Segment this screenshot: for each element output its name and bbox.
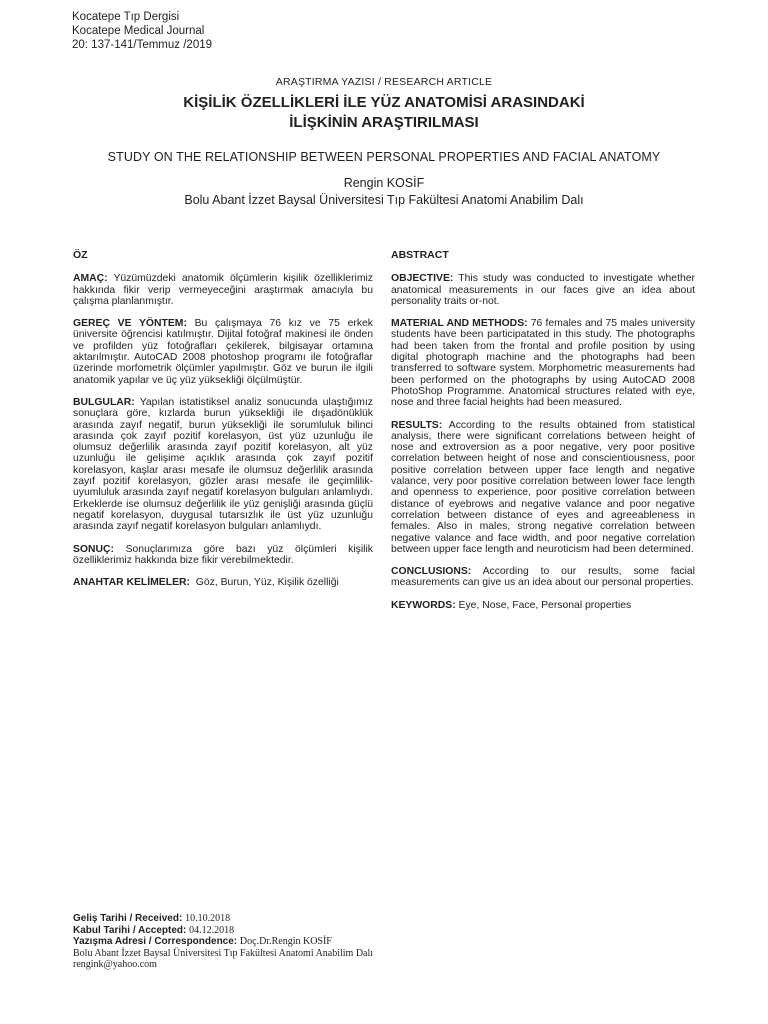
oz-heading: ÖZ [73,249,88,261]
oz-sonuc [73,544,373,567]
abstract-objective [391,273,695,307]
keywords-text: Eye, Nose, Face, Personal properties [458,599,632,611]
received-row [73,913,373,925]
accepted-label: Kabul Tarihi / Accepted: [73,924,187,936]
accepted-value: 04.12.2018 [189,924,235,936]
received-value: 10.10.2018 [185,913,231,924]
title-tr-line2: İLİŞKİNİN ARAŞTIRILMASI [289,114,479,131]
abstract-methods [391,318,695,408]
anahtar-label: ANAHTAR KELİMELER: [73,577,190,589]
amac-text: Yüzümüzdeki anatomik ölçümlerin kişilik özelliklerimiz hakkında fikir verip vermeyeceğini araştırmak amacıyla bu çalışma planlanmıştır. [73,273,373,307]
journal-issue: 20: 137-141/Temmuz /2019 [72,39,213,51]
bulgular-text: Yapılan istatistiksel analiz sonucunda ulaştığımız sonuçlara göre, kızlarda burun yüksekliği ile dışadönüklük arasında zayıf negatif, burun yüksekliği ile sorumluluk bilinci arasında çok zayıf pozitif korelasyon, üst yüz uzunluğu ile olumsuz değerlilik arasında zayıf pozitif korelasyon, alt yüz uzunluğu ile gelişime açıklık arasında çok zayıf pozitif korelasyon, kaşlar arası mesafe ile olumsuz değerlilik arasında zayıf pozitif korelasyon, gözler arası mesafe ile geçimlilik-uyumluluk arasında zayıf negatif korelasyon bulguları anlamlıydı. Erkeklerde ise olumsuz değerlilik ile yüz genişliği arasında güçlü negatif korelasyon, duygusal tutarsızlık ile üst yüz uzunluğu arasında zayıf negatif korelasyon bulguları anlamlıydı. [73,396,374,533]
results-text: According to the results obtained from statistical analysis, there were significant correlations between height of nose and extroversion as a poor negative, very poor positive correlation between height of nose and conscientiousness, poor positive correlation between upper face length and negative valance, very poor positive correlation between lower face length and openness to experience, poor positive correlation between distance of eyebrows and negative valance and poor negative correlation between distance of eyes and agreeableness in females. Also in males, strong negative correlation between negative valance and face width, and poor negative correlation between upper face length and neuroticism had been determined. [391,419,695,555]
oz-amac [73,273,373,307]
footer [73,913,373,971]
abstract-column [391,250,695,622]
footer-email[interactable]: rengink@yahoo.com [73,959,157,970]
journal-info [72,10,212,52]
oz-keywords [73,577,373,588]
gerec-text: Bu çalışmaya 76 kız ve 75 erkek üniversite öğrencisi katılmıştır. Dijital fotoğraf makinesi ile önden ve profilden yüz fotoğrafları çekilerek, bilgisayar ortamına aktarılmıştır. AutoCAD 2008 photoshop programı ile fotoğraflar üzerinde morfometrik ölçümler yapılmıştır. Göz ve burun ile ilgili anatomik yapılar ve üç yüz yüksekliği ölçülmüştür. [73,318,373,386]
title-tr-line1: KİŞİLİK ÖZELLİKLERİ İLE YÜZ ANATOMİSİ ARASINDAKİ [183,94,585,111]
received-label: Geliş Tarihi / Received: [73,913,183,924]
oz-column [73,250,373,599]
journal-name-tr: Kocatepe Tıp Dergisi [72,11,180,23]
abstract-heading: ABSTRACT [391,249,449,261]
author: Rengin KOSİF [343,176,425,190]
conclusions-text: According to our results, some facial measurements can give us an idea about our personal properties. [391,566,695,589]
objective-label: OBJECTIVE: [391,273,454,285]
anahtar-text: Göz, Burun, Yüz, Kişilik özelliği [195,577,339,589]
conclusions-label: CONCLUSIONS: [391,566,472,578]
correspondence-label: Yazışma Adresi / Correspondence: [73,936,238,947]
journal-name-en: Kocatepe Medical Journal [72,25,205,37]
gerec-label: GEREÇ VE YÖNTEM: [73,318,187,330]
sonuc-label: SONUÇ: [73,543,114,555]
abstract-conclusions [391,566,695,589]
results-label: RESULTS: [391,419,443,431]
abstract-results [391,420,695,556]
title-en: STUDY ON THE RELATIONSHIP BETWEEN PERSONAL PROPERTIES AND FACIAL ANATOMY [107,150,661,164]
title-tr [72,93,696,133]
amac-label: AMAÇ: [73,273,108,285]
methods-label: MATERIAL AND METHODS: [391,318,528,330]
bulgular-label: BULGULAR: [73,396,135,408]
correspondence-row [73,936,373,948]
methods-text: 76 females and 75 males university students have been participatated in this study. The photographs had been taken from the frontal and profile position by using digital photograph machine and the photographs had been transferred to software system. Morphometric measurements had been performed on the photographs by using AutoCAD 2008 PhotoShop Programme. Anatomical structures related with eye, nose and three facial heights had been measured. [391,318,696,409]
sonuc-text: Sonuçlarımıza göre bazı yüz ölçümleri kişilik özelliklerimiz hakkında bize fikir verebilmektedir. [73,543,373,566]
affiliation: Bolu Abant İzzet Baysal Üniversitesi Tıp Fakültesi Anatomi Anabilim Dalı [184,193,584,207]
article-type: ARAŞTIRMA YAZISI / RESEARCH ARTICLE [275,76,493,88]
oz-bulgular [73,397,373,533]
oz-gerec [73,318,373,386]
footer-address: Bolu Abant İzzet Baysal Üniversitesi Tıp Fakültesi Anatomi Anabilim Dalı [73,947,374,959]
correspondence-value: Doç.Dr.Rengin KOSİF [239,936,332,947]
objective-text: This study was conducted to investigate whether anatomical measurements in our faces give an idea about personality traits or-not. [391,273,695,307]
accepted-row [73,925,373,937]
abstract-keywords [391,600,695,611]
keywords-label: KEYWORDS: [391,599,456,611]
